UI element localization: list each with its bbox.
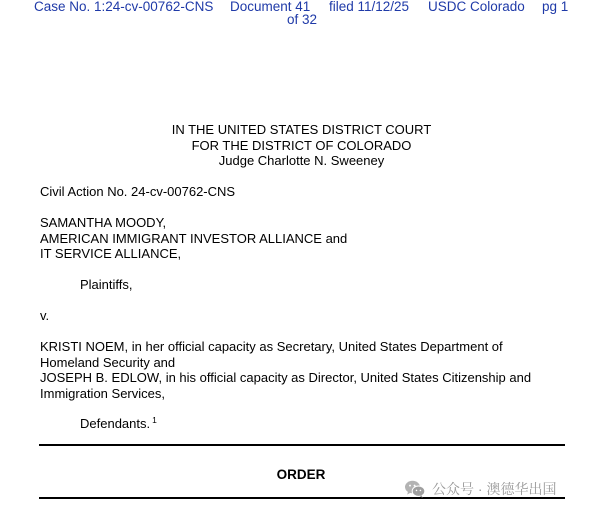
court-caption [0,122,600,169]
ecf-page-total: of 32 [287,12,318,27]
defendants-label-line [80,416,157,432]
defendants-label: Defendants. [80,416,151,431]
court-district-line: FOR THE DISTRICT OF COLORADO [191,137,412,153]
judge-name: Judge Charlotte N. Sweeney [218,153,385,168]
ecf-filed-date: filed 11/12/25 [329,0,410,14]
civil-action-number: Civil Action No. 24-cv-00762-CNS [40,184,236,199]
wechat-icon [404,479,426,499]
plaintiff-line-2: AMERICAN IMMIGRANT INVESTOR ALLIANCE and [40,230,348,246]
document-title-text: ORDER [276,467,326,482]
top-divider [39,444,565,446]
defendant-line-4: Immigration Services, [40,385,165,401]
ecf-case-number: Case No. 1:24-cv-00762-CNS [34,0,214,14]
footnote-marker[interactable]: 1 [152,415,157,425]
defendant-line-3: JOSEPH B. EDLOW, in his official capacity as Director, United States Citizenship and [40,370,532,385]
ecf-court-name: USDC Colorado [428,0,525,14]
versus: v. [40,308,50,323]
defendant-line-1: KRISTI NOEM, in her official capacity as Secretary, United States Department of [40,339,503,354]
defendant-line-2: Homeland Security and [40,354,176,370]
watermark-text: 公众号 · 澳德华出国 [432,481,557,497]
plaintiff-line-3: IT SERVICE ALLIANCE, [40,246,182,261]
plaintiff-line-1: SAMANTHA MOODY, [40,215,167,230]
court-name-line: IN THE UNITED STATES DISTRICT COURT [171,122,432,137]
plaintiffs-label: Plaintiffs, [80,277,133,292]
ecf-document-number: Document 41 [230,0,311,14]
ecf-page-number: pg 1 [542,0,569,14]
watermark [404,478,556,500]
